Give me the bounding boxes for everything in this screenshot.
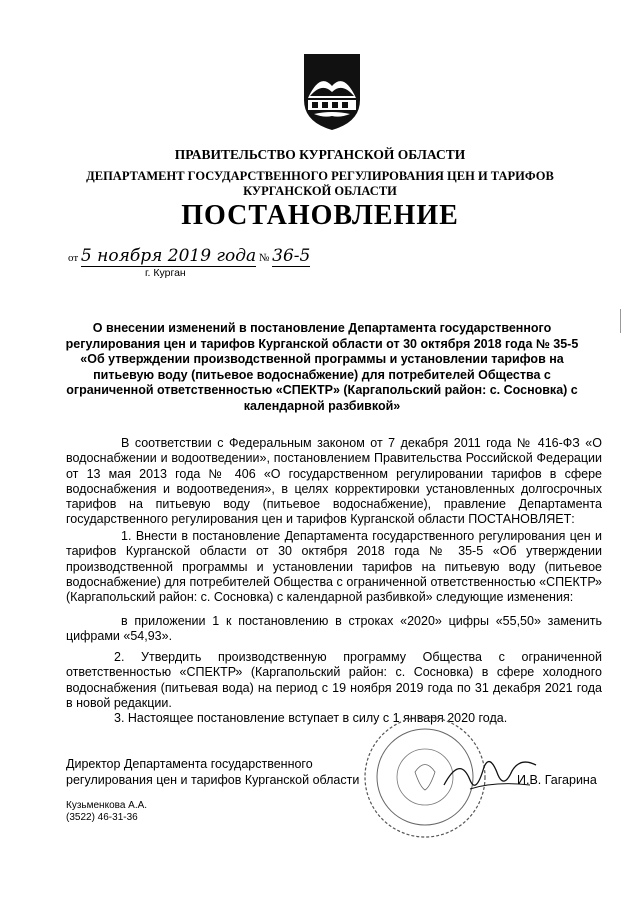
- paragraph-item-3: 3. Настоящее постановление вступает в силу с 1 января 2020 года.: [114, 711, 508, 725]
- signatory-position: [66, 756, 359, 788]
- paragraph-item-1: 1. Внести в постановление Департамента государственного регулирования цен и тарифов Курганской области от 30 октября 2018 года № 35-5 «Об утверждении производственной программы и установлении тарифов на питьевую воду (питьевое водоснабжение) для потребителей Общества с ограниченной ответственностью «СПЕКТР» (Каргапольский район: с. Сосновка) с календарной разбивкой» следующие изменения:: [66, 529, 602, 605]
- document-title: О внесении изменений в постановление Департамента государственного регулирования цен и тарифов Курганской области от 30 октября 2018 года № 35-5 «Об утверждении производственной программы и установлении тарифов на питьевую воду (питьевое водоснабжение) для потребителей Общества с ограниченной ответственностью «СПЕКТР» (Каргапольский район: с. Сосновка) с календарной разбивкой»: [65, 321, 579, 413]
- margin-mark: [620, 309, 621, 333]
- department-line-1: ДЕПАРТАМЕНТ ГОСУДАРСТВЕННОГО РЕГУЛИРОВАНИЯ ЦЕН И ТАРИФОВ: [86, 169, 554, 183]
- document-type: ПОСТАНОВЛЕНИЕ: [181, 200, 459, 231]
- signatory-name: И.В. Гагарина: [517, 773, 597, 787]
- department-name: [0, 169, 640, 199]
- executor-name: Кузьменкова А.А.: [66, 800, 148, 811]
- government-name: ПРАВИТЕЛЬСТВО КУРГАНСКОЙ ОБЛАСТИ: [174, 147, 466, 162]
- executor-info: [66, 800, 147, 824]
- number-label: №: [258, 252, 270, 264]
- signatory-position-line-1: Директор Департамента государственного: [66, 757, 313, 771]
- signatory-position-line-2: регулирования цен и тарифов Курганской области: [66, 773, 360, 787]
- handwritten-date: 5 ноября 2019 года: [80, 246, 257, 266]
- department-line-2: КУРГАНСКОЙ ОБЛАСТИ: [243, 184, 397, 198]
- paragraph-amendment: в приложении 1 к постановлению в строках «2020» цифры «55,50» заменить цифрами «54,93».: [66, 614, 602, 644]
- city: г. Курган: [145, 267, 186, 279]
- paragraph-item-2: 2. Утвердить производственную программу Общества с ограниченной ответственностью «СПЕКТР» (Каргапольский район: с. Сосновка) в сфере холодного водоснабжения (питьевая вода) на период с 19 ноября 2019 года по 31 декабря 2021 года в новой редакции.: [66, 650, 602, 710]
- from-label: от: [68, 252, 79, 264]
- coat-of-arms-icon: [300, 52, 364, 132]
- executor-phone: (3522) 46-31-36: [66, 812, 138, 823]
- date-number-line: [68, 246, 310, 266]
- handwritten-number: 36-5: [272, 246, 311, 266]
- paragraph-preamble: В соответствии с Федеральным законом от 7 декабря 2011 года № 416-ФЗ «О водоснабжении и водоотведении», постановлением Правительства Российской Федерации от 13 мая 2013 года № 406 «О государственном регулировании тарифов в сфере водоснабжения и водоотведения», в целях корректировки установленных долгосрочных тарифов на питьевую воду (питьевое водоснабжение), правление Департамента государственного регулирования цен и тарифов Курганской области ПОСТАНОВЛЯЕТ:: [66, 436, 602, 527]
